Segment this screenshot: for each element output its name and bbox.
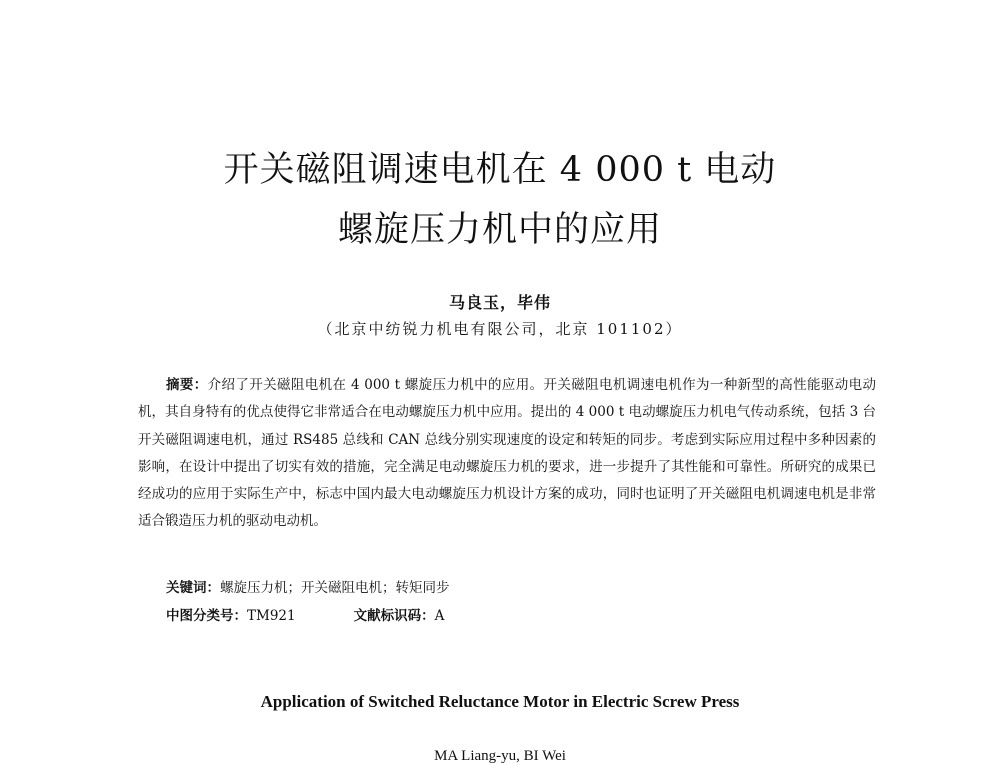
paper-title-line-1: 开关磁阻调速电机在 4 000 t 电动 <box>223 150 777 190</box>
abstract-label: 摘要： <box>166 377 208 393</box>
affiliation: （北京中纺锐力机电有限公司，北京 101102） <box>317 320 683 338</box>
keywords <box>166 576 450 596</box>
class-number-value: TM921 <box>247 608 296 624</box>
document-code-value: A <box>434 608 445 624</box>
english-authors: MA Liang-yu, BI Wei <box>434 748 566 764</box>
class-number-label: 中图分类号： <box>166 608 247 624</box>
keywords-label: 关键词： <box>166 580 220 596</box>
document-code-label: 文献标识码： <box>353 608 435 624</box>
english-title: Application of Switched Reluctance Motor in Electric Screw Press <box>260 692 740 711</box>
authors: 马良玉，毕伟 <box>448 293 551 312</box>
paper-title-line-2: 螺旋压力机中的应用 <box>337 210 662 250</box>
keywords-text: 螺旋压力机；开关磁阻电机；转矩同步 <box>220 580 450 596</box>
classification-line <box>166 604 444 624</box>
abstract-text: 介绍了开关磁阻电机在 4 000 t 螺旋压力机中的应用。开关磁阻电机调速电机作为一种新型的高性能驱动电动机，其自身特有的优点使得它非常适合在电动螺旋压力机中应用。提出的 4 000 t 电动螺旋压力机电气传动系统，包括 3 台开关磁阻调速电机，通过 RS485 总线和 CAN 总线分别实现速度的设定和转矩的同步。考虑到实际应用过程中多种因素的影响，在设计中提出了切实有效的措施，完全满足电动螺旋压力机的要求，进一步提升了其性能和可靠性。所研究的成果已经成功的应用于实际生产中，标志中国内最大电动螺旋压力机设计方案的成功，同时也证明了开关磁阻电机调速电机是非常适合锻造压力机的驱动电动机。 <box>138 377 877 530</box>
abstract <box>138 372 876 536</box>
